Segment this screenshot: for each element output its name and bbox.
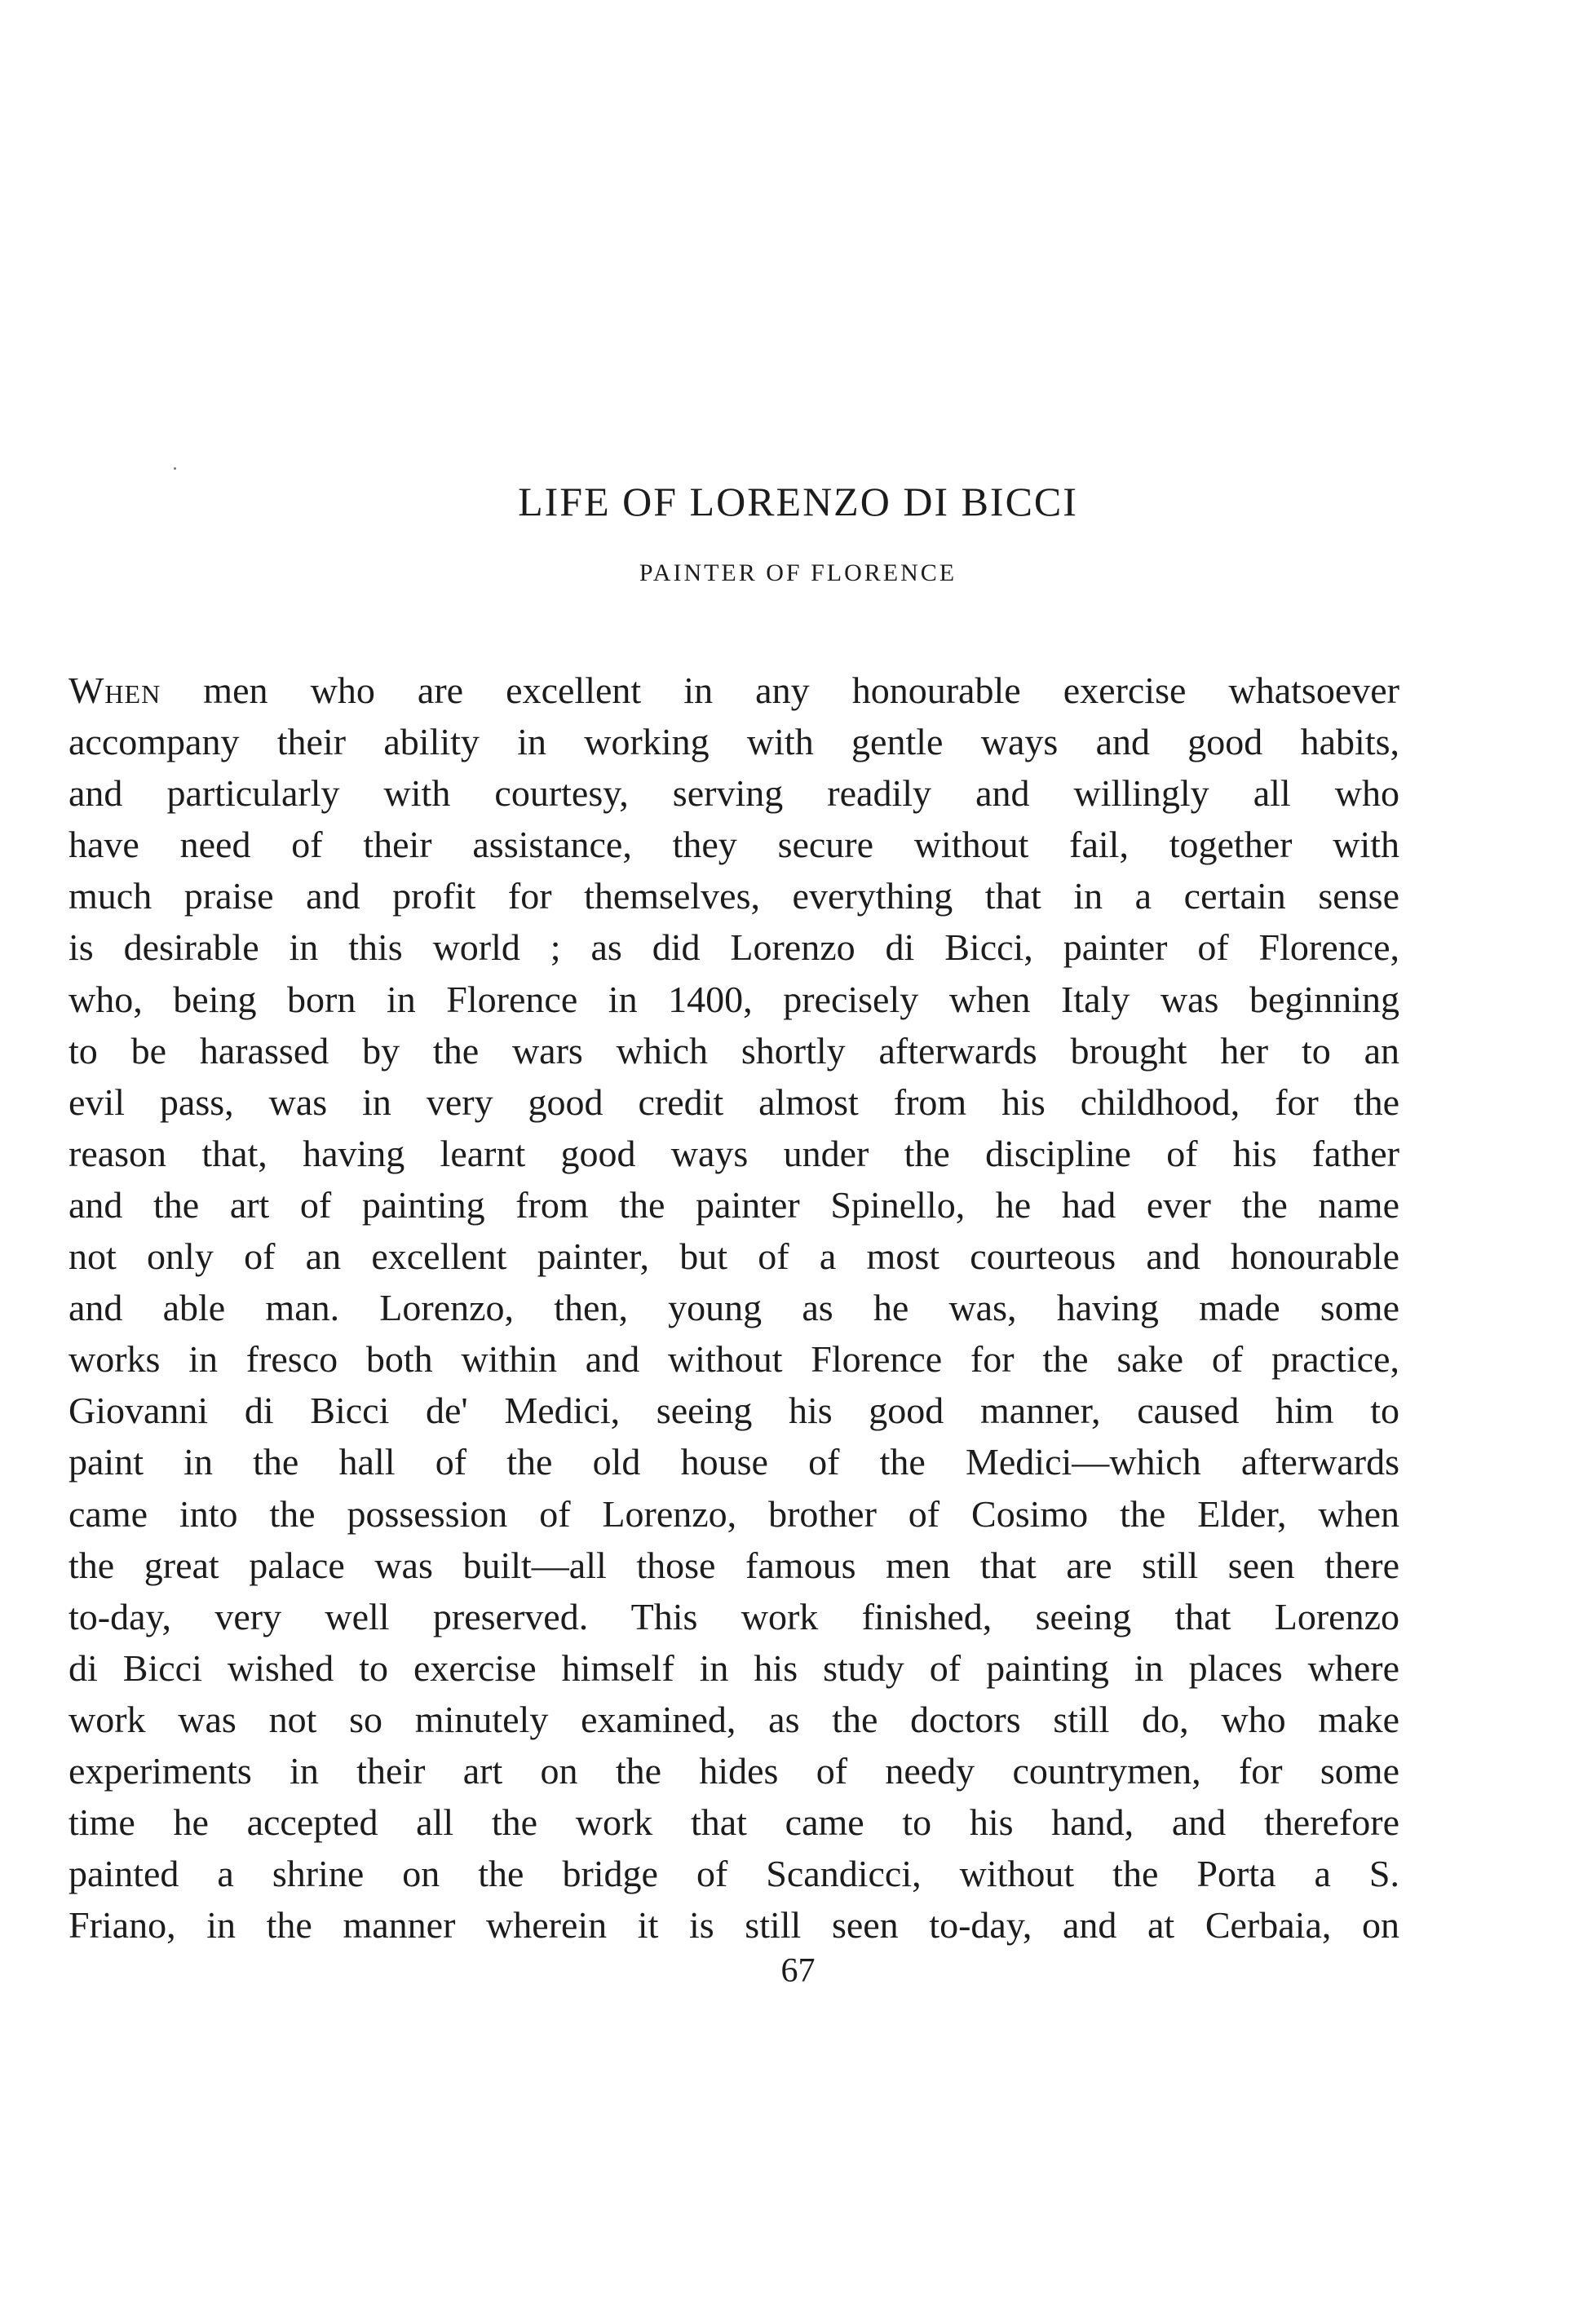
text-line-11: and the art of painting from the painter Spinello, he had ever the name — [69, 1183, 1399, 1226]
body-text — [69, 665, 1399, 1951]
text-line-16: paint in the hall of the old house of the Medici—which afterwards — [69, 1441, 1399, 1483]
text-line-1: When men who are excellent in any honourable exercise whatsoever — [69, 670, 1399, 711]
chapter-title: LIFE OF LORENZO DI BICCI — [518, 479, 1078, 524]
text-line-8: to be harassed by the wars which shortly afterwards brought her to an — [69, 1029, 1399, 1072]
lead-word: When — [69, 670, 161, 711]
text-line-19: to-day, very well preserved. This work finished, seeing that Lorenzo — [69, 1595, 1399, 1637]
text-line-12: not only of an excellent painter, but of a most courteous and honourable — [69, 1235, 1399, 1278]
text-line-20: di Bicci wished to exercise himself in his study of painting in places where — [69, 1646, 1399, 1689]
text-line-24: painted a shrine on the bridge of Scandicci, without the Porta a S. — [69, 1853, 1399, 1895]
text-line-25: Friano, in the manner wherein it is still seen to-day, and at Cerbaia, on — [69, 1904, 1399, 1947]
text-line-6: is desirable in this world ; as did Lorenzo di Bicci, painter of Florence, — [69, 926, 1399, 969]
text-line-21: work was not so minutely examined, as the doctors still do, who make — [69, 1698, 1399, 1740]
text-line-18: the great palace was built—all those famous men that are still seen there — [69, 1544, 1399, 1586]
text-line-23: time he accepted all the work that came to his hand, and therefore — [69, 1801, 1399, 1844]
text-line-7: who, being born in Florence in 1400, precisely when Italy was beginning — [69, 978, 1399, 1020]
text-line-17: came into the possession of Lorenzo, brother of Cosimo the Elder, when — [69, 1492, 1399, 1535]
chapter-subtitle: PAINTER OF FLORENCE — [639, 559, 957, 586]
text-line-2: accompany their ability in working with gentle ways and good habits, — [69, 721, 1399, 763]
text-line-10: reason that, having learnt good ways under the discipline of his father — [69, 1132, 1399, 1174]
text-line-4: have need of their assistance, they secure without fail, together with — [69, 824, 1399, 866]
text-line-14: works in fresco both within and without Florence for the sake of practice, — [69, 1338, 1399, 1381]
text-line-13: and able man. Lorenzo, then, young as he was, having made some — [69, 1287, 1399, 1329]
text-line-15: Giovanni di Bicci de' Medici, seeing his good manner, caused him to — [69, 1390, 1399, 1432]
text-line-5: much praise and profit for themselves, everything that in a certain sense — [69, 875, 1399, 917]
text-line-9: evil pass, was in very good credit almost from his childhood, for the — [69, 1081, 1399, 1123]
page-number: 67 — [780, 1952, 816, 1990]
text-line-22: experiments in their art on the hides of needy countrymen, for some — [69, 1749, 1399, 1792]
text-line-3: and particularly with courtesy, serving readily and willingly all who — [69, 772, 1399, 815]
print-speck — [174, 467, 176, 470]
